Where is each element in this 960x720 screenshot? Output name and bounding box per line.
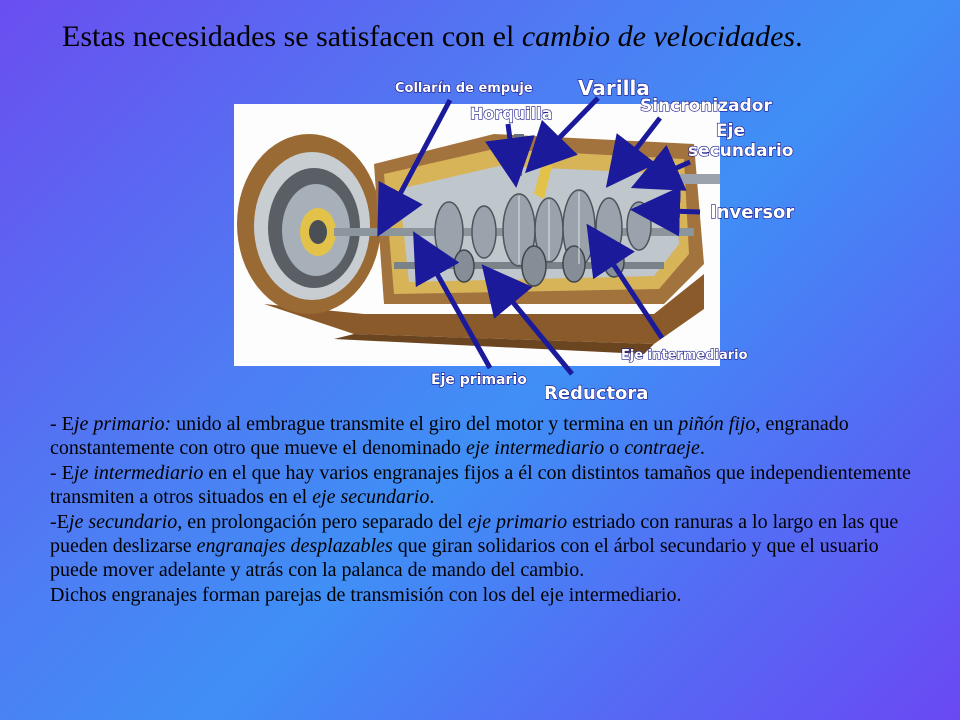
p3-a: -E <box>50 510 69 533</box>
p2-e: . <box>429 486 435 509</box>
title-text: Estas necesidades se satisfacen con el <box>62 20 522 53</box>
p4-a: Dichos engranajes forman parejas de transmisión con los del eje intermediario. <box>50 583 682 606</box>
p1-a: - E <box>50 413 74 435</box>
label-secundario: secundario <box>688 141 794 161</box>
title-end: . <box>795 20 803 53</box>
p1-b: je primario: <box>73 413 172 435</box>
label-eje-primario: Eje primario <box>431 372 527 388</box>
description-text <box>50 412 930 607</box>
p2-b: je intermediario <box>73 461 204 484</box>
label-horquilla: Horquilla <box>470 104 553 123</box>
p1-i: . <box>699 437 705 460</box>
p3-f: engranajes desplazables <box>196 535 393 558</box>
p1-g: o <box>604 437 625 460</box>
paragraph-eje-secundario <box>50 510 930 583</box>
p3-d: eje primario <box>467 510 568 533</box>
gearbox-cutaway-image <box>234 104 720 366</box>
label-collarin: Collarín de empuje <box>395 81 533 96</box>
p1-e: , engranado constantemente con otro que mueve el denominado <box>50 413 849 460</box>
paragraph-eje-intermediario <box>50 461 930 510</box>
p2-d: eje secundario <box>312 486 430 509</box>
title-italic: cambio de velocidades <box>521 20 796 53</box>
label-reductora: Reductora <box>544 383 649 404</box>
paragraph-eje-primario <box>50 412 930 461</box>
p1-h: contraeje <box>624 437 700 460</box>
p3-c: , en prolongación pero separado del <box>177 510 468 533</box>
p3-b: je secundario <box>68 510 178 533</box>
p1-d: piñón fijo <box>678 413 756 435</box>
gearbox-drawing <box>234 104 720 366</box>
p3-g: que giran solidarios con el árbol secundario y que el usuario puede mover adelante y atrás con la palanca de mando del cambio. <box>50 535 879 582</box>
p1-f: eje intermediario <box>465 437 605 460</box>
label-varilla: Varilla <box>578 76 650 100</box>
p2-a: - E <box>50 461 74 484</box>
label-eje-intermediario: Eje intermediario <box>621 348 748 363</box>
p1-c: unido al embrague transmite el giro del motor y termina en un <box>171 413 679 435</box>
p2-c: en el que hay varios engranajes fijos a él con distintos tamaños que independientemente transmiten a otros situados en el <box>50 461 911 509</box>
p3-e: estriado con ranuras a lo largo en las que pueden deslizarse <box>50 510 899 558</box>
paragraph-dichos <box>50 583 930 607</box>
label-sincronizador: Sincronizador <box>640 96 772 116</box>
slide-title <box>62 20 803 54</box>
label-eje: Eje <box>716 121 745 141</box>
label-inversor: Inversor <box>710 202 795 223</box>
